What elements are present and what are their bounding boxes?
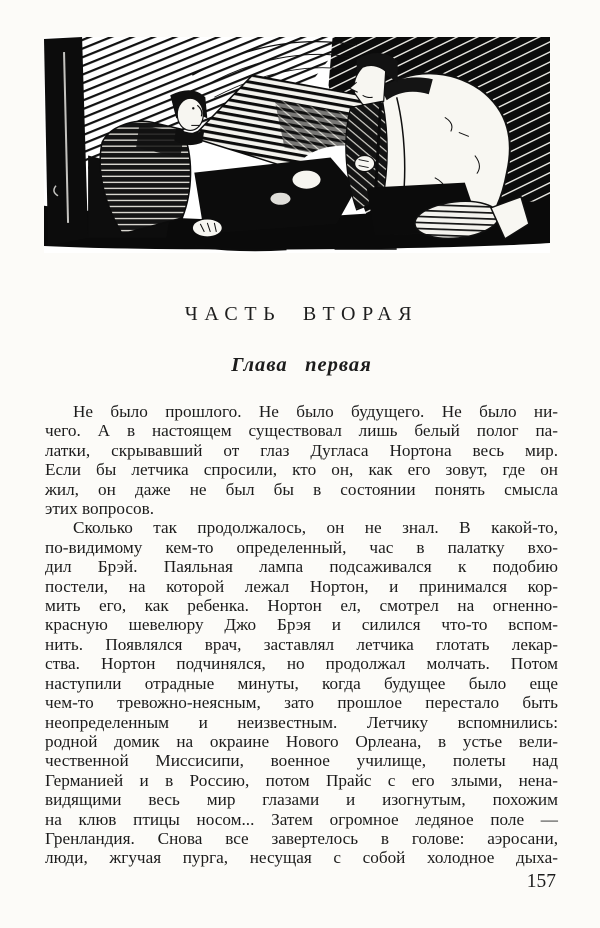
- text-line: мить его, как ребенка. Нортон ел, смотрел на огненно-: [45, 596, 558, 616]
- text-line: красную шевелюру Джо Брэя и силился что-то вспом-: [45, 615, 558, 635]
- tent-scene-illustration: [44, 37, 550, 253]
- text-line: чего. А в настоящем существовал лишь белый полог па-: [45, 421, 558, 441]
- text-line: родной домик на окраине Нового Орлеана, в устье вели-: [45, 731, 558, 751]
- text-line: Если бы летчика спросили, кто он, как его зовут, где он: [45, 460, 558, 480]
- text-line: люди, жгучая пурга, несущая с собой холодное дыха-: [45, 848, 558, 868]
- text-line: наступили отрадные минуты, когда будущее было еще: [45, 673, 558, 693]
- text-line: нить. Появлялся врач, заставлял летчика глотать лекар-: [45, 634, 558, 654]
- text-line: жил, он даже не был бы в состоянии понять смысла: [45, 479, 558, 499]
- text-line: постели, на которой лежал Нортон, и принимался кор-: [45, 576, 558, 596]
- text-line: по-видимому кем-то определенный, час в палатку вхо-: [45, 537, 558, 557]
- text-line: на клюв птицы носом... Затем огромное ледяное поле —: [45, 809, 558, 829]
- illustration-engraving: [44, 37, 550, 253]
- text-line: ства. Нортон подчинялся, но продолжал молчать. Потом: [45, 654, 558, 674]
- text-line: Не было прошлого. Не было будущего. Не было ни-: [73, 402, 558, 421]
- text-line: Гренландия. Снова все завертелось в голове: аэросани,: [45, 828, 558, 848]
- part-title: ЧАСТЬ ВТОРАЯ: [184, 303, 419, 325]
- text-line: чем-то тревожно-неясным, зато прошлое перестало быть: [45, 693, 558, 713]
- page-number: 157: [526, 871, 556, 892]
- text-line: этих вопросов.: [45, 499, 155, 519]
- text-line: Сколько так продолжалось, он не знал. В какой-то,: [73, 518, 558, 538]
- body-text: [45, 402, 558, 868]
- text-line: Германией и в Россию, потом Прайс с его злыми, нена-: [45, 770, 558, 790]
- text-line: видящими весь мир глазами и изогнутым, похожим: [45, 790, 558, 810]
- text-line: латки, скрывавший от глаз Дугласа Нортона весь мир.: [45, 440, 558, 460]
- text-line: чественной Миссисипи, военное училище, полеты над: [45, 751, 558, 771]
- chapter-title: Глава первая: [231, 354, 372, 376]
- text-line: неопределенным и неизвестным. Летчику вспомнились:: [45, 712, 558, 732]
- text-line: дил Брэй. Паяльная лампа подсаживался к подобию: [45, 557, 558, 577]
